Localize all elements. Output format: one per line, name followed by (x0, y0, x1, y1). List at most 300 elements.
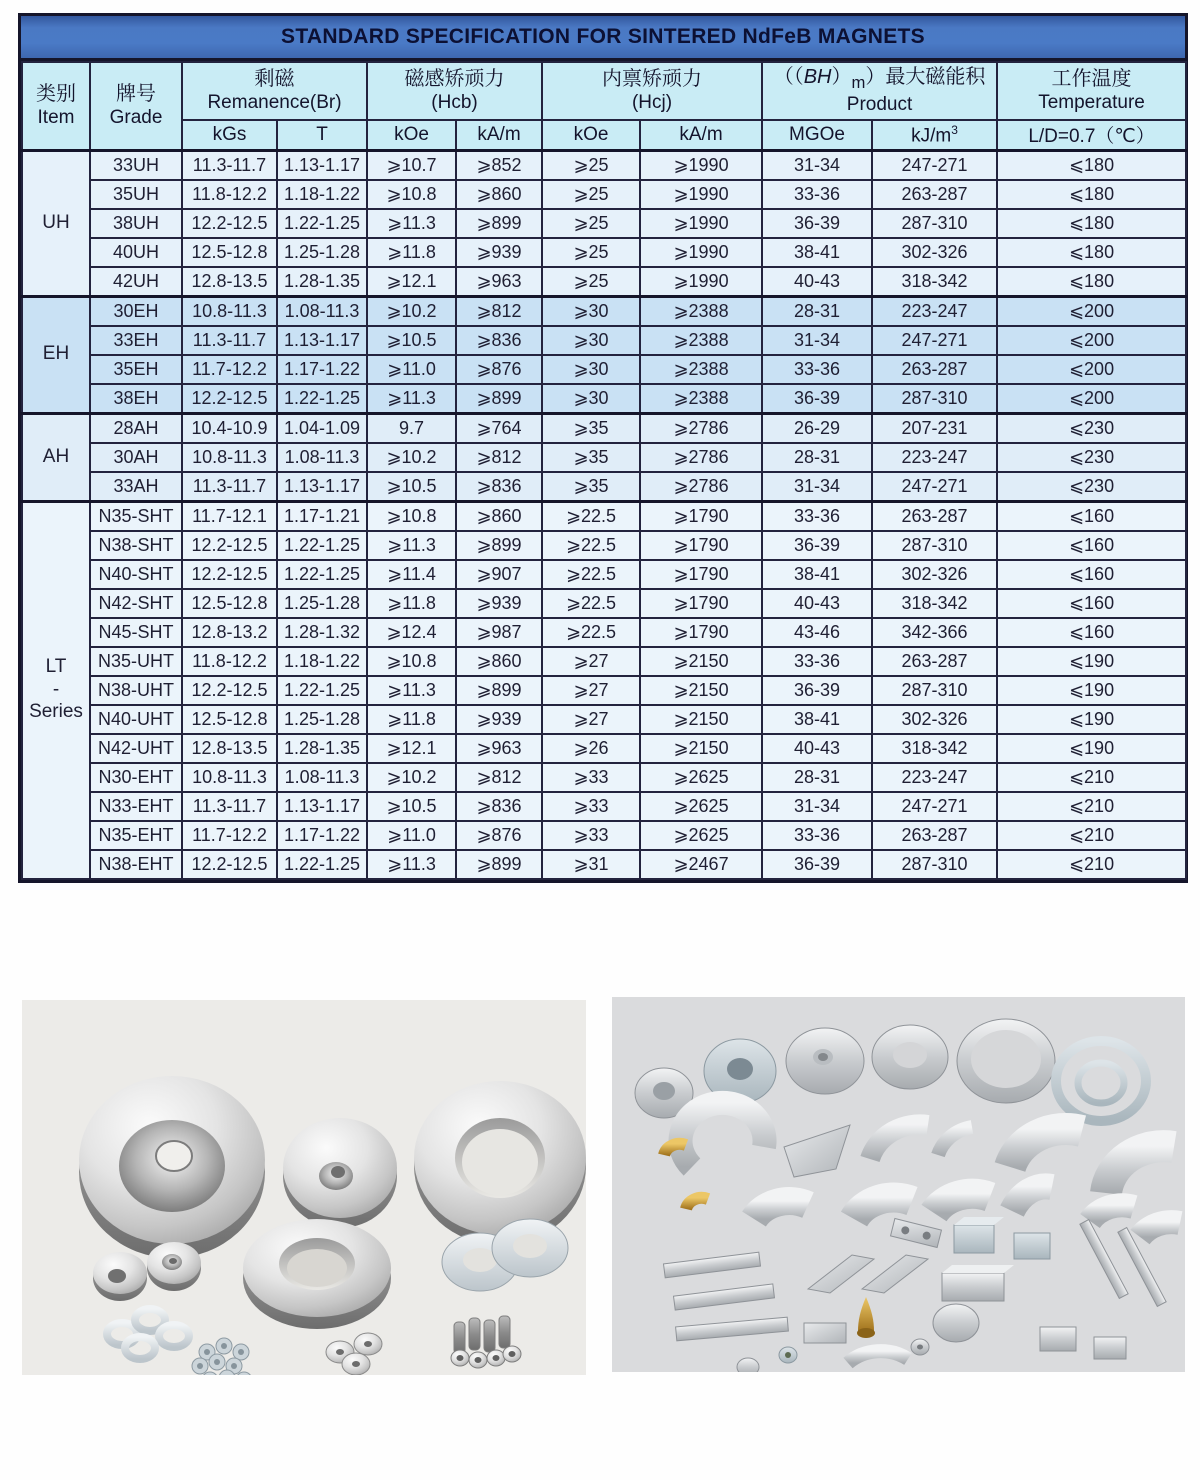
unit-mgoe: MGOe (762, 120, 872, 150)
value-cell: ⩽200 (997, 326, 1186, 355)
grade-cell: 35EH (90, 355, 182, 384)
grade-cell: 28AH (90, 413, 182, 443)
ring-magnet-large (414, 1081, 586, 1245)
value-cell: 263-287 (872, 180, 997, 209)
value-cell: 342-366 (872, 618, 997, 647)
value-cell: 11.7-12.2 (182, 355, 277, 384)
table-row (22, 296, 1186, 326)
value-cell: 31-34 (762, 326, 872, 355)
value-cell: 12.2-12.5 (182, 531, 277, 560)
value-cell: 1.17-1.22 (277, 821, 367, 850)
value-cell: ⩾1790 (640, 589, 762, 618)
value-cell: 263-287 (872, 821, 997, 850)
value-cell: ⩾22.5 (542, 531, 640, 560)
value-cell: ⩽210 (997, 763, 1186, 792)
value-cell: ⩾1990 (640, 209, 762, 238)
value-cell: ⩾10.8 (367, 501, 456, 531)
value-cell: 10.4-10.9 (182, 413, 277, 443)
header-grade-cn: 牌号 (116, 82, 156, 105)
value-cell: 11.8-12.2 (182, 180, 277, 209)
value-cell: ⩾11.3 (367, 384, 456, 414)
value-cell: 11.3-11.7 (182, 326, 277, 355)
value-cell: ⩾1990 (640, 150, 762, 180)
unit-kgs: kGs (182, 120, 277, 150)
value-cell: ⩾836 (456, 472, 542, 502)
value-cell: ⩾10.2 (367, 763, 456, 792)
value-cell: ⩾2150 (640, 734, 762, 763)
value-cell: 28-31 (762, 443, 872, 472)
grade-cell: N40-UHT (90, 705, 182, 734)
value-cell: 1.22-1.25 (277, 676, 367, 705)
table-row (22, 267, 1186, 297)
value-cell: 263-287 (872, 647, 997, 676)
value-cell: 1.28-1.32 (277, 618, 367, 647)
header-remanence-en: Remanence(Br) (207, 92, 342, 114)
header-row-main (22, 62, 1186, 120)
value-cell: ⩾2625 (640, 763, 762, 792)
value-cell: 38-41 (762, 560, 872, 589)
value-cell: ⩾25 (542, 150, 640, 180)
value-cell: 1.22-1.25 (277, 384, 367, 414)
value-cell: ⩾860 (456, 501, 542, 531)
value-cell: ⩽160 (997, 589, 1186, 618)
header-grade-en: Grade (109, 106, 163, 128)
value-cell: ⩽180 (997, 238, 1186, 267)
header-remanence-cn: 剩磁 (254, 68, 295, 91)
grade-cell: N35-UHT (90, 647, 182, 676)
table-row (22, 413, 1186, 443)
value-cell: ⩽210 (997, 850, 1186, 879)
value-cell: ⩾11.4 (367, 560, 456, 589)
value-cell: 1.18-1.22 (277, 647, 367, 676)
grade-cell: 35UH (90, 180, 182, 209)
value-cell: 1.13-1.17 (277, 472, 367, 502)
grade-cell: N33-EHT (90, 792, 182, 821)
value-cell: ⩾35 (542, 413, 640, 443)
value-cell: ⩾11.8 (367, 238, 456, 267)
value-cell: 1.28-1.35 (277, 734, 367, 763)
unit-kjm3: $kJ/m^3$ (872, 120, 997, 150)
unit-ld: L/D=0.7（℃） (997, 120, 1186, 150)
value-cell: ⩾30 (542, 384, 640, 414)
value-cell: ⩾899 (456, 531, 542, 560)
grade-cell: 33UH (90, 150, 182, 180)
value-cell: 12.8-13.2 (182, 618, 277, 647)
value-cell: ⩽230 (997, 443, 1186, 472)
countersunk-magnet-medium (283, 1118, 397, 1228)
value-cell: ⩽160 (997, 618, 1186, 647)
value-cell: ⩾812 (456, 443, 542, 472)
grade-cell: 40UH (90, 238, 182, 267)
value-cell: ⩽230 (997, 472, 1186, 502)
table-row (22, 560, 1186, 589)
header-item (22, 62, 90, 150)
value-cell: ⩾2388 (640, 296, 762, 326)
grade-cell: 33AH (90, 472, 182, 502)
ring-magnet-center (243, 1219, 391, 1329)
value-cell: ⩾860 (456, 180, 542, 209)
value-cell: 1.08-11.3 (277, 296, 367, 326)
header-grade (90, 62, 182, 150)
value-cell: 10.8-11.3 (182, 763, 277, 792)
value-cell: 33-36 (762, 355, 872, 384)
value-cell: 1.17-1.21 (277, 501, 367, 531)
value-cell: ⩽190 (997, 705, 1186, 734)
value-cell: 12.2-12.5 (182, 850, 277, 879)
value-cell: 11.3-11.7 (182, 792, 277, 821)
value-cell: ⩽210 (997, 821, 1186, 850)
value-cell: ⩾11.3 (367, 676, 456, 705)
grade-cell: N38-EHT (90, 850, 182, 879)
value-cell: 11.8-12.2 (182, 647, 277, 676)
value-cell: ⩾10.8 (367, 647, 456, 676)
unit-koe-hcj: kOe (542, 120, 640, 150)
countersunk-magnet-large (79, 1076, 265, 1258)
value-cell: 40-43 (762, 734, 872, 763)
spec-table-header (22, 62, 1186, 150)
value-cell: 1.18-1.22 (277, 180, 367, 209)
value-cell: ⩾2388 (640, 326, 762, 355)
value-cell: ⩾10.7 (367, 150, 456, 180)
table-row (22, 384, 1186, 414)
grade-cell: N45-SHT (90, 618, 182, 647)
value-cell: 11.7-12.2 (182, 821, 277, 850)
value-cell: 43-46 (762, 618, 872, 647)
header-remanence (182, 62, 367, 120)
value-cell: 12.2-12.5 (182, 209, 277, 238)
grade-cell: N40-SHT (90, 560, 182, 589)
value-cell: ⩾11.3 (367, 531, 456, 560)
value-cell: ⩾812 (456, 763, 542, 792)
value-cell: ⩾2388 (640, 355, 762, 384)
header-item-cn: 类别 (36, 82, 76, 105)
grade-cell: 33EH (90, 326, 182, 355)
value-cell: 33-36 (762, 647, 872, 676)
value-cell: ⩾33 (542, 792, 640, 821)
value-cell: ⩾10.5 (367, 472, 456, 502)
table-row (22, 734, 1186, 763)
value-cell: 1.08-11.3 (277, 443, 367, 472)
value-cell: 36-39 (762, 384, 872, 414)
value-cell: 302-326 (872, 238, 997, 267)
value-cell: 1.22-1.25 (277, 209, 367, 238)
value-cell: ⩾1790 (640, 560, 762, 589)
value-cell: ⩾2625 (640, 821, 762, 850)
value-cell: ⩽190 (997, 676, 1186, 705)
value-cell: ⩾25 (542, 209, 640, 238)
value-cell: 31-34 (762, 150, 872, 180)
value-cell: ⩾1790 (640, 531, 762, 560)
magnet-shapes-illustration (612, 997, 1185, 1372)
value-cell: ⩾852 (456, 150, 542, 180)
value-cell: 36-39 (762, 531, 872, 560)
value-cell: ⩾12.1 (367, 267, 456, 297)
spec-table (21, 61, 1187, 880)
header-item-en: Item (37, 106, 75, 128)
value-cell: 287-310 (872, 531, 997, 560)
grade-cell: N35-SHT (90, 501, 182, 531)
value-cell: ⩾22.5 (542, 501, 640, 531)
value-cell: 40-43 (762, 589, 872, 618)
value-cell: 31-34 (762, 792, 872, 821)
value-cell: ⩾25 (542, 180, 640, 209)
table-row (22, 238, 1186, 267)
value-cell: 12.8-13.5 (182, 267, 277, 297)
table-row (22, 501, 1186, 531)
grade-cell: N38-UHT (90, 676, 182, 705)
value-cell: ⩾1790 (640, 618, 762, 647)
header-product (762, 62, 997, 120)
value-cell: ⩾836 (456, 326, 542, 355)
value-cell: 247-271 (872, 326, 997, 355)
value-cell: 11.3-11.7 (182, 150, 277, 180)
value-cell: ⩾876 (456, 821, 542, 850)
value-cell: 28-31 (762, 763, 872, 792)
value-cell: 1.17-1.22 (277, 355, 367, 384)
grade-cell: 38UH (90, 209, 182, 238)
cylinder-rod-bundle (451, 1316, 521, 1368)
table-row (22, 443, 1186, 472)
value-cell: ⩾11.0 (367, 355, 456, 384)
value-cell: ⩾26 (542, 734, 640, 763)
value-cell: ⩾876 (456, 355, 542, 384)
value-cell: 12.2-12.5 (182, 560, 277, 589)
value-cell: 36-39 (762, 850, 872, 879)
value-cell: 33-36 (762, 180, 872, 209)
header-temperature-en: Temperature (1038, 92, 1145, 114)
value-cell: ⩾2786 (640, 413, 762, 443)
value-cell: ⩾33 (542, 821, 640, 850)
value-cell: 207-231 (872, 413, 997, 443)
value-cell: 26-29 (762, 413, 872, 443)
value-cell: ⩾11.0 (367, 821, 456, 850)
item-group-cell: AH (22, 413, 90, 501)
value-cell: 263-287 (872, 501, 997, 531)
value-cell: 318-342 (872, 589, 997, 618)
value-cell: ⩽210 (997, 792, 1186, 821)
value-cell: ⩾11.3 (367, 850, 456, 879)
value-cell: 1.22-1.25 (277, 560, 367, 589)
value-cell: ⩾812 (456, 296, 542, 326)
value-cell: 12.2-12.5 (182, 384, 277, 414)
item-group-cell: EH (22, 296, 90, 413)
hardware-magnets-illustration (22, 1000, 586, 1375)
value-cell: 1.04-1.09 (277, 413, 367, 443)
value-cell: ⩾11.8 (367, 705, 456, 734)
value-cell: 9.7 (367, 413, 456, 443)
value-cell: ⩾10.2 (367, 296, 456, 326)
value-cell: ⩾27 (542, 676, 640, 705)
value-cell: 302-326 (872, 705, 997, 734)
header-product-en: Product (846, 94, 913, 116)
value-cell: ⩾1990 (640, 180, 762, 209)
value-cell: ⩾963 (456, 267, 542, 297)
spec-table-frame (18, 13, 1188, 883)
value-cell: ⩽190 (997, 647, 1186, 676)
value-cell: 31-34 (762, 472, 872, 502)
value-cell: 1.22-1.25 (277, 850, 367, 879)
table-row (22, 150, 1186, 180)
table-row (22, 209, 1186, 238)
value-cell: 38-41 (762, 238, 872, 267)
value-cell: ⩾2150 (640, 676, 762, 705)
value-cell: ⩾10.8 (367, 180, 456, 209)
value-cell: 287-310 (872, 209, 997, 238)
value-cell: 1.25-1.28 (277, 238, 367, 267)
value-cell: ⩾30 (542, 296, 640, 326)
table-row (22, 792, 1186, 821)
value-cell: ⩽200 (997, 296, 1186, 326)
grade-cell: N42-SHT (90, 589, 182, 618)
value-cell: ⩽160 (997, 501, 1186, 531)
value-cell: 223-247 (872, 443, 997, 472)
value-cell: ⩽200 (997, 355, 1186, 384)
value-cell: ⩾2786 (640, 472, 762, 502)
table-row (22, 850, 1186, 879)
value-cell: 10.8-11.3 (182, 296, 277, 326)
grade-cell: N38-SHT (90, 531, 182, 560)
value-cell: ⩾939 (456, 589, 542, 618)
value-cell: 33-36 (762, 821, 872, 850)
header-temperature-cn: 工作温度 (1051, 68, 1132, 91)
value-cell: ⩽230 (997, 413, 1186, 443)
table-row (22, 705, 1186, 734)
value-cell: 223-247 (872, 296, 997, 326)
value-cell: ⩽160 (997, 560, 1186, 589)
value-cell: 1.13-1.17 (277, 792, 367, 821)
value-cell: ⩽160 (997, 531, 1186, 560)
value-cell: ⩾27 (542, 705, 640, 734)
value-cell: ⩽200 (997, 384, 1186, 414)
value-cell: ⩽180 (997, 267, 1186, 297)
table-row (22, 647, 1186, 676)
grade-cell: N30-EHT (90, 763, 182, 792)
value-cell: ⩾22.5 (542, 618, 640, 647)
value-cell: 11.7-12.1 (182, 501, 277, 531)
value-cell: ⩽180 (997, 150, 1186, 180)
table-row (22, 821, 1186, 850)
value-cell: ⩾860 (456, 647, 542, 676)
product-photo-hardware-magnets (22, 1000, 586, 1375)
value-cell: 1.22-1.25 (277, 531, 367, 560)
grade-cell: 30EH (90, 296, 182, 326)
value-cell: ⩾12.4 (367, 618, 456, 647)
header-hcb-en: (Hcb) (431, 92, 478, 114)
value-cell: 12.5-12.8 (182, 705, 277, 734)
value-cell: ⩾30 (542, 355, 640, 384)
value-cell: ⩾899 (456, 850, 542, 879)
value-cell: 33-36 (762, 501, 872, 531)
value-cell: ⩾11.8 (367, 589, 456, 618)
value-cell: ⩾12.1 (367, 734, 456, 763)
value-cell: 12.8-13.5 (182, 734, 277, 763)
value-cell: 36-39 (762, 676, 872, 705)
value-cell: ⩾939 (456, 238, 542, 267)
item-group-cell: LT - Series (22, 501, 90, 879)
grade-cell: 42UH (90, 267, 182, 297)
value-cell: 1.13-1.17 (277, 326, 367, 355)
value-cell: ⩾2625 (640, 792, 762, 821)
value-cell: 247-271 (872, 472, 997, 502)
value-cell: ⩾2786 (640, 443, 762, 472)
value-cell: ⩾1990 (640, 238, 762, 267)
item-group-cell: UH (22, 150, 90, 296)
table-row (22, 763, 1186, 792)
header-row-units (22, 120, 1186, 150)
header-hcb-cn: 磁感矫顽力 (404, 68, 505, 91)
grade-cell: 30AH (90, 443, 182, 472)
value-cell: ⩾836 (456, 792, 542, 821)
value-cell: 12.5-12.8 (182, 238, 277, 267)
header-hcj (542, 62, 762, 120)
value-cell: ⩾907 (456, 560, 542, 589)
value-cell: ⩾2388 (640, 384, 762, 414)
value-cell: 10.8-11.3 (182, 443, 277, 472)
value-cell: ⩽190 (997, 734, 1186, 763)
value-cell: 38-41 (762, 705, 872, 734)
value-cell: 247-271 (872, 792, 997, 821)
value-cell: 12.2-12.5 (182, 676, 277, 705)
value-cell: 1.28-1.35 (277, 267, 367, 297)
value-cell: ⩾11.3 (367, 209, 456, 238)
value-cell: ⩾25 (542, 267, 640, 297)
product-photo-magnet-shapes (612, 997, 1185, 1372)
value-cell: ⩾22.5 (542, 560, 640, 589)
header-hcb (367, 62, 542, 120)
table-row (22, 180, 1186, 209)
value-cell: ⩾764 (456, 413, 542, 443)
value-cell: ⩾2150 (640, 705, 762, 734)
value-cell: ⩾35 (542, 443, 640, 472)
header-hcj-en: (Hcj) (631, 92, 673, 114)
value-cell: ⩾899 (456, 676, 542, 705)
value-cell: 1.25-1.28 (277, 589, 367, 618)
table-row (22, 531, 1186, 560)
value-cell: 11.3-11.7 (182, 472, 277, 502)
value-cell: ⩾27 (542, 647, 640, 676)
value-cell: 1.08-11.3 (277, 763, 367, 792)
table-row (22, 589, 1186, 618)
value-cell: 12.5-12.8 (182, 589, 277, 618)
value-cell: 1.25-1.28 (277, 705, 367, 734)
unit-koe-hcb: kOe (367, 120, 456, 150)
table-row (22, 326, 1186, 355)
value-cell: 302-326 (872, 560, 997, 589)
value-cell: 1.13-1.17 (277, 150, 367, 180)
value-cell: ⩾22.5 (542, 589, 640, 618)
value-cell: 287-310 (872, 676, 997, 705)
unit-kam-hcj: kA/m (640, 120, 762, 150)
value-cell: ⩽180 (997, 180, 1186, 209)
value-cell: 36-39 (762, 209, 872, 238)
value-cell: ⩾963 (456, 734, 542, 763)
grade-cell: N42-UHT (90, 734, 182, 763)
value-cell: 223-247 (872, 763, 997, 792)
value-cell: 287-310 (872, 850, 997, 879)
unit-kam-hcb: kA/m (456, 120, 542, 150)
value-cell: 247-271 (872, 150, 997, 180)
value-cell: ⩾899 (456, 384, 542, 414)
table-row (22, 618, 1186, 647)
header-temperature (997, 62, 1186, 120)
value-cell: ⩾2467 (640, 850, 762, 879)
value-cell: ⩾899 (456, 209, 542, 238)
table-row (22, 676, 1186, 705)
value-cell: 318-342 (872, 267, 997, 297)
value-cell: ⩾30 (542, 326, 640, 355)
value-cell: ⩾2150 (640, 647, 762, 676)
header-product-cn: $((BH)_m)$最大磁能积 (773, 66, 986, 93)
